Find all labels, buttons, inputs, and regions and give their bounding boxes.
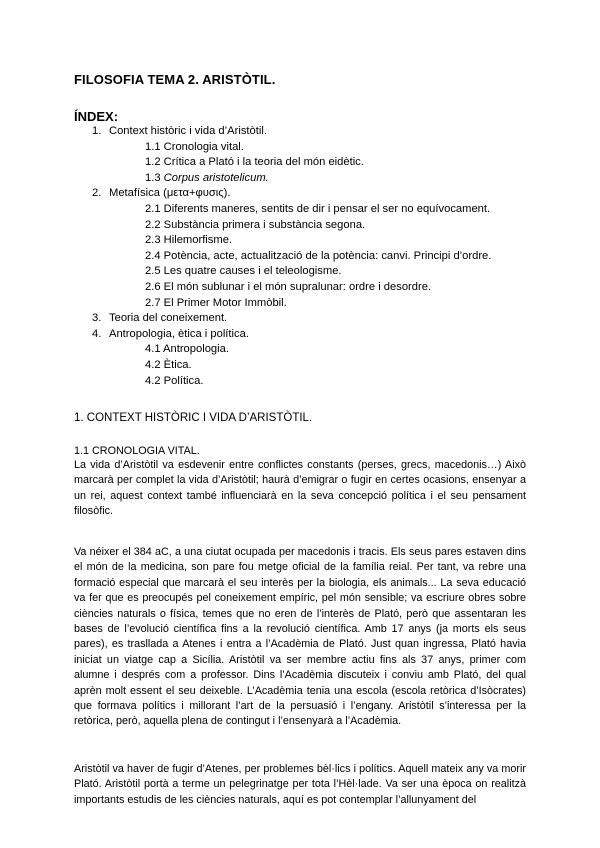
toc-subitem: 4.1 Antropologia. xyxy=(145,343,229,356)
toc-subitem: 4.2 Política. xyxy=(145,374,204,387)
toc-item xyxy=(74,186,534,202)
toc-subitem: 2.6 El món sublunar i el món supralunar: ordre i desordre. xyxy=(145,280,432,293)
toc-subitem: 2.5 Les quatre causes i el teleologisme. xyxy=(145,265,342,278)
toc-item-label: Teoria del coneixement. xyxy=(109,312,228,325)
subsection-heading: 1.1 CRONOLOGIA VITAL. xyxy=(74,445,200,457)
toc-subitem: 2.2 Substància primera i substància segona. xyxy=(145,218,366,231)
toc-subitem-italic-label: Corpus aristotelicum. xyxy=(163,171,269,184)
index-heading: ÍNDEX: xyxy=(74,109,119,124)
body-paragraph: La vida d’Aristòtil va esdevenir entre conflictes constants (perses, grecs, macedonis…) Això marcarà per complet la vida d’Aristòtil; haurà d’emigrar o fugir en certes ocasions, ensenyar a un rei, aquest context també influenciarà en la seva concepció política i el seu pensament filosòfic. xyxy=(74,459,526,518)
toc-item xyxy=(74,311,534,327)
toc-subitem: 2.7 El Primer Motor Immòbil. xyxy=(145,296,287,309)
toc-item xyxy=(74,124,534,140)
body-paragraph: Aristòtil va haver de fugir d’Atenes, per problemes bèl·lics i polítics. Aquell mateix any va morir Plató. Aristòtil portà a terme un pelegrinatge per tota l’Hèl·lade. Va ser una època on realitzà importants estudis de les ciències naturals, aquí es pot contemplar l’allunyament del xyxy=(74,763,526,806)
toc-subitem: 2.3 Hilemorfisme. xyxy=(145,234,233,247)
toc-item xyxy=(74,327,534,343)
document-title: FILOSOFIA TEMA 2. ARISTÒTIL. xyxy=(74,72,276,87)
toc-item-label: Context històric i vida d’Aristòtil. xyxy=(109,125,267,137)
section-heading: 1. CONTEXT HISTÒRIC I VIDA D’ARISTÒTIL. xyxy=(74,412,313,424)
table-of-contents xyxy=(74,124,534,389)
toc-item-number: 1. xyxy=(92,125,102,137)
body-paragraph: Va néixer el 384 aC, a una ciutat ocupada per macedonis i tracis. Els seus pares estaven dins el món de la medicina, son pare fou metge oficial de la família reial. Per tant, va rebre una formació especial que marcarà el seu interès per la biologia, els animals... La seva educació va fer que es preocupés pel coneixement empíric, pel món sensible; va escriure obres sobre ciències naturals o física, temes que no eren de l’interès de Plató, però que assentaran les bases de l’evolució científica fins a la revolució científica. Amb 17 anys (ja morts els seus pares), es trasllada a Atenes i entra a l’Acadèmia de Plató. Just quan ingressa, Plató havia iniciat un viatge cap a Sicília. Aristòtil va ser membre actiu fins als 37 anys, primer com alumne i després com a professor. Dins l’Acadèmia discuteix i conviu amb Plató, del qual aprèn molt essent el seu deixeble. L’Acadèmia tenia una escola (escola retòrica d’Isòcrates) que formava polítics i millorant l’art de la persuasió i l’engany. Aristòtil s’interessa per la retòrica, però, aquella plena de contingut i l’ensenyarà a l’Acadèmia. xyxy=(74,546,526,728)
toc-item-number: 2. xyxy=(92,187,102,200)
toc-subitem: 1.1 Cronologia vital. xyxy=(145,140,244,153)
toc-item-number: 4. xyxy=(92,327,102,340)
toc-subitem xyxy=(74,171,534,187)
toc-subitem: 2.1 Diferents maneres, sentits de dir i pensar el ser no equívocament. xyxy=(145,202,491,215)
toc-subitem: 1.2 Crítica a Plató i la teoria del món eidètic. xyxy=(145,156,364,169)
toc-item-number: 3. xyxy=(92,312,102,325)
toc-subitem: 2.4 Potència, acte, actualització de la potència: canvi. Principi d’ordre. xyxy=(145,249,492,262)
toc-item-label: Antropologia, ètica i política. xyxy=(109,327,249,340)
toc-item-label: Metafísica (μετα+φυσις). xyxy=(109,187,231,200)
toc-subitem: 4.2 Ètica. xyxy=(145,358,192,371)
toc-subitem-number: 1.3 xyxy=(145,171,164,184)
